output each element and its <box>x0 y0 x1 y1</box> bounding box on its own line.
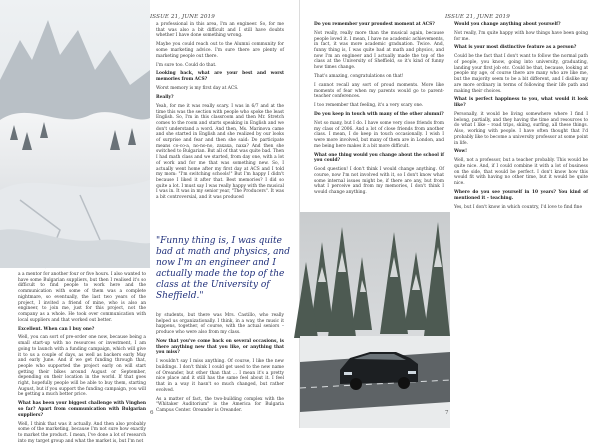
question: Now that you've come back on several occasions, is there anything new that you like, or anything that you miss? <box>156 339 284 356</box>
question: Wow! <box>454 149 468 155</box>
paragraph: a a mentor for another four or five hours. I also wanted to have some Bulgarian suppliers, but then I realised it's so difficult to find people to work here and the communication with some of them was a complete nightmare, so eventually, the last two years of the project, I invited a friend of mine, who is also an engineer, to join me, just for this project, not the company as a whole. He took over communication with local suppliers and that worked out better. <box>18 272 146 323</box>
question: Do you keep in touch with many of the other alumni? <box>314 112 444 118</box>
left-column-b-top <box>156 22 284 204</box>
question: What is perfect happiness to you, what would it look like? <box>454 97 588 109</box>
question: Where do you see yourself in 10 years? You kind of mentioned it – teaching. <box>454 190 588 201</box>
question: What one thing would you change about the school if you could? <box>314 152 444 164</box>
left-page <box>0 0 300 444</box>
paragraph: Yes, but I don't know in which country, I'd love to find fine <box>454 204 583 210</box>
snowy-landscape-photo <box>0 0 150 268</box>
paragraph: Not so many, but I do. I have some very close friends from my class of 2006. And a lot of close friends from another class. I mean, I do keep in touch occasionally. I wish I were more involved, but many of them are in London, and me being here makes it a bit more difficult. <box>314 120 444 149</box>
pull-quote: "Funny thing is, I was quite bad at math and physics, and now I'm an engineer and I actually made the top of the class at the University of Sheffield." <box>156 236 290 301</box>
left-column-b-bottom <box>156 313 284 417</box>
paragraph: Well, not a professor, but a teacher probably. This would be quite nice. And, if I could combine it with a lot of business on the side, that would be perfect. I don't know how this would fit with having no other time, but it would be quite nice. <box>454 158 588 187</box>
paragraph: Could be the fact that I don't want to follow the normal path of people, you know, going into university, graduating, landing your first job etc. Could be that, because, looking at people my age, of course there are many who are like me, but the majority seem to be a bit different, and I dislike my are more ordinary in terms of following their life path and making their choices. <box>454 54 588 94</box>
right-column-a <box>314 22 444 199</box>
page-number: 6 <box>150 410 154 416</box>
paragraph: I'm sure too. Could do that. <box>156 62 217 68</box>
paragraph: I wouldn't say I miss anything. Of course, I like the new buildings. I don't think I could get used to the new name of Oreander, but other than that … I mean it's a pretty nice place and it still has the same feel about it. I feel that in a way it hasn't so much changed, but rather evolved. <box>156 359 284 393</box>
question: Excellent. When can I buy one? <box>18 326 95 332</box>
car-in-snow-photo <box>300 212 450 428</box>
question: What has been your biggest challenge with Vinghen so far? Apart from communication with Bulgarian suppliers? <box>18 401 146 418</box>
question: What is your most distinctive feature as a person? <box>454 45 577 51</box>
question: Would you change anything about yourself? <box>454 22 561 27</box>
paragraph: Not really, really more than the musical again, because people loved it. I mean, I have no academic achievements, in fact, it was more academic graduation. Twice. And, funny thing is, I was quite bad at math and physics, and now I'm an engineer and I actually made the top of the class at the University of Sheffield, so it's kind of funny how times change. <box>314 30 444 71</box>
paragraph: As a matter of fact, the two-building complex with the "Whitaker Auditorium" is the America for Bulgaria Campus Center. Oreander is Oreander. <box>156 396 284 414</box>
paragraph: Well, you can sort of pre-order one now, because being a small start-up with no resources or investment, I am going to launch with a funding campaign, which will give it to us a couple of days, as well as backers early May and early June. And if we get funding through that, people who supported the project early on will start getting their bikes around August or September, depending on their location in the world. If that goes right, hopefully people will be able to buy them, starting August, but if you support the funding campaign, you will be getting a much better price. <box>18 335 146 398</box>
right-page <box>300 0 600 428</box>
right-column-b <box>454 22 588 214</box>
paragraph: I too remember that feeling, it's a very scary one. <box>314 103 424 109</box>
paragraph: a professional in this area, I'm an engineer. So, for me that was also a bit difficult and I still have doubts whether I have done something wrong. <box>156 22 284 39</box>
paragraph: Maybe you could reach out to the Alumni community for some marketing advice. I'm sure there are plenty of marketing people out there. <box>156 42 284 59</box>
question: Do you remember your proudest moment at ACS? <box>314 22 435 27</box>
question: Really? <box>156 94 174 100</box>
paragraph: I cannot recall any sort of proud moments. More like moments of fear when my parents would go to parent-teacher conferences. <box>314 82 444 100</box>
paragraph: Not really, I'm quite happy with how things have been going for me. <box>454 30 588 42</box>
paragraph: Well, I think that was it actually. And then also probably some of the marketing, because I'm not sure how exactly to market the product. I mean, I've done a lot of research into my target group and what the market is, but I'm not <box>18 421 146 444</box>
page-number: 7 <box>445 410 449 416</box>
paragraph: That's amazing, congratulations on that! <box>314 74 404 79</box>
issue-header: ISSUE 21, JUNE 2019 <box>445 14 510 20</box>
paragraph: Good question! I don't think I would change anything. Of course, now I'm not involved with it, so I don't know what some internal issues might be, if there are any, but from what I perceive and from my memories, I don't think I would change anything. <box>314 167 444 196</box>
paragraph: by students, but there was Mrs. Castillo, who really helped us organizationally. I think, in a way, the music it happens, together, of course, with the actual seniors – produce who were also from my class. <box>156 313 284 336</box>
question: Looking back, what are your best and worst memories from ACS? <box>156 71 284 83</box>
paragraph: Personally, it would be living somewhere where I find I belong, partially, and they having the time and resources to do what I like – road trips, skiing, surfing, all these things. Also, working with people. I have often thought that I'd probably like to become a university professor at some point in life. <box>454 112 588 146</box>
paragraph: Yeah, for me it was really scary. I was in 6/7 and at the time this was the section with people who spoke the least English. So, I'm in this classroom and then Mr. Stretch comes to the room and starts speaking in English and we don't understand a word. And then, Ms. Marinova came and she started in English and she realized by our looks of surprise and fear and then she said: Do participate means co-co-a, no-no-no, zaxaxa, naxa? And then she switched to Bulgarian. But all of that was quite bad. Then I had math class and we started, from day one, with a lot of work and for me that was something new. So, I actually went home after my first day at ACS and I told my mom: "I'm switching schools!" But I'm happy I didn't because I liked it after that. Best memories? I did so quite a lot. I must say I was really happy with the musical I was in. It was in my senior year, "The Producers". It was a bit controversial, and it was produced <box>156 103 284 201</box>
left-column-a <box>18 272 146 448</box>
issue-header: ISSUE 21, JUNE 2019 <box>150 14 215 20</box>
paragraph: Worst memory is my first day at ACS. <box>156 86 239 92</box>
